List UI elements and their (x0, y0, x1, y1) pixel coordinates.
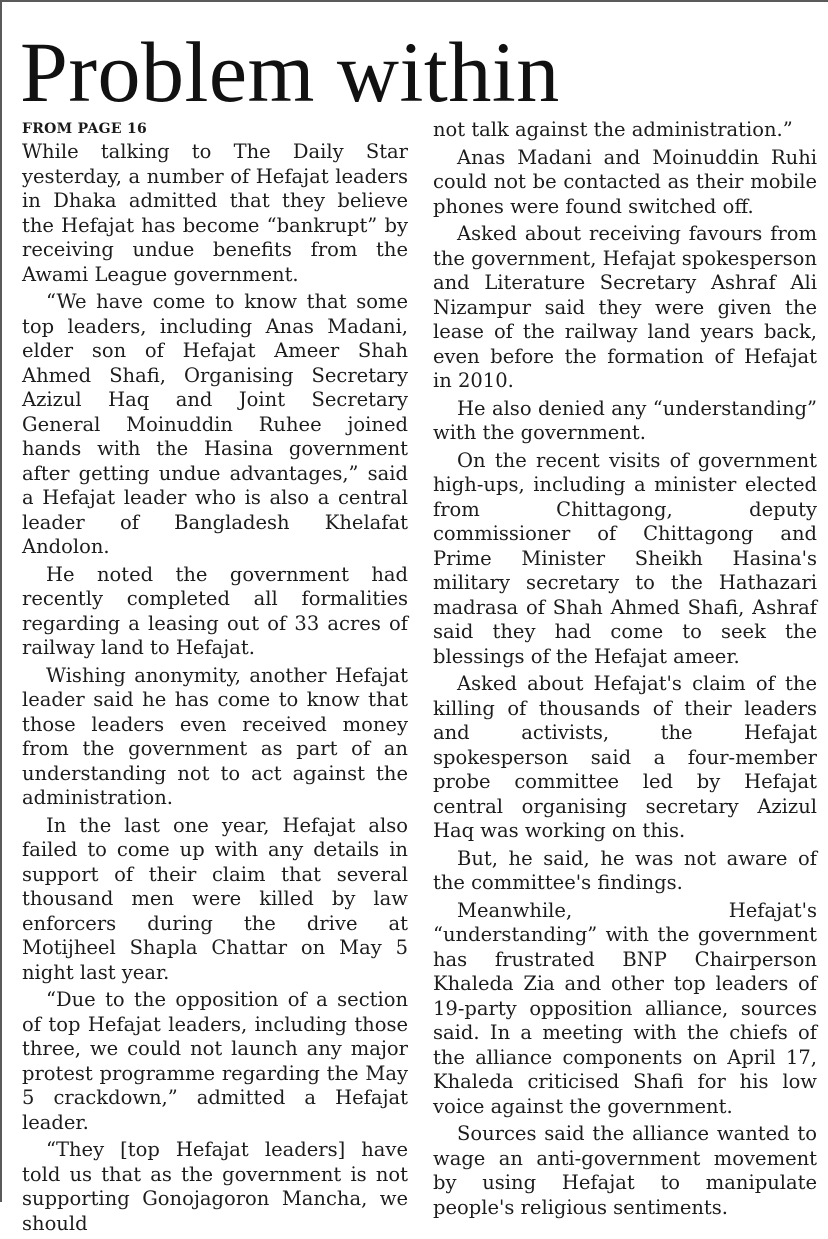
paragraph: “We have come to know that some top leaders, including Anas Madani, elder son of Hefajat Ameer Shah Ahmed Shafi, Organising Secretary Azizul Haq and Joint Secretary General Moinuddin Ruhee joined hands with the Hasina government after getting undue advantages,” said a Hefajat leader who is also a central leader of Bangladesh Khelafat Andolon. (22, 290, 408, 558)
paragraph: Asked about Hefajat's claim of the killing of thousands of their leaders and activists, the Hefajat spokesperson said a four-member probe committee led by Hefajat central organising secretary Azizul Haq was working on this. (433, 672, 817, 842)
paragraph: Wishing anonymity, another Hefajat leader said he has come to know that those leaders even received money from the government as part of an understanding not to act against the administration. (22, 663, 408, 809)
paragraph: Meanwhile, Hefajat's “understanding” with the government has frustrated BNP Chairperson Khaleda Zia and other top leaders of 19-party opposition alliance, sources said. In a meeting with the chiefs of the alliance components on April 17, Khaleda criticised Shafi for his low voice against the government. (433, 898, 817, 1118)
paragraph: Anas Madani and Moinuddin Ruhi could not be contacted as their mobile phones were found switched off. (433, 145, 817, 218)
paragraph: He noted the government had recently completed all formalities regarding a leasing out of 33 acres of railway land to Hefajat. (22, 562, 408, 659)
paragraph: On the recent visits of government high-ups, including a minister elected from Chittagong, deputy commissioner of Chittagong and Prime Minister Sheikh Hasina's military secretary to the Hathazari madrasa of Shah Ahmed Shafi, Ashraf said they had come to seek the blessings of the Hefajat ameer. (433, 448, 817, 668)
paragraph: While talking to The Daily Star yesterday, a number of Hefajat leaders in Dhaka admitted that they believe the Hefajat has become “bankrupt” by receiving undue benefits from the Awami League government. (22, 140, 408, 286)
paragraph-continued: not talk against the administration.” (433, 118, 793, 141)
paragraph: Asked about receiving favours from the government, Hefajat spokesperson and Literature Secretary Ashraf Ali Nizampur said they were given the lease of the railway land years back, even before the formation of Hefajat in 2010. (433, 222, 817, 392)
paragraph: But, he said, he was not aware of the committee's findings. (433, 846, 817, 894)
paragraph: In the last one year, Hefajat also failed to come up with any details in support of their claim that several thousand men were killed by law enforcers during the drive at Motijheel Shapla Chattar on May 5 night last year. (22, 813, 408, 984)
paragraph: “They [top Hefajat leaders] have told us that as the government is not supporting Gonojagoron Mancha, we should (22, 1138, 408, 1235)
paragraph: He also denied any “understanding” with the government. (433, 396, 817, 444)
paragraph: Sources said the alliance wanted to wage an anti-government movement by using Hefajat to manipulate people's religious sentiments. (433, 1122, 817, 1219)
right-column (433, 118, 817, 1223)
left-column (22, 118, 408, 1239)
paragraph: “Due to the opposition of a section of top Hefajat leaders, including those three, we could not launch any major protest programme regarding the May 5 crackdown,” admitted a Hefajat leader. (22, 988, 408, 1134)
dateline: FROM PAGE 16 (22, 121, 148, 137)
headline: Problem within (20, 24, 560, 120)
